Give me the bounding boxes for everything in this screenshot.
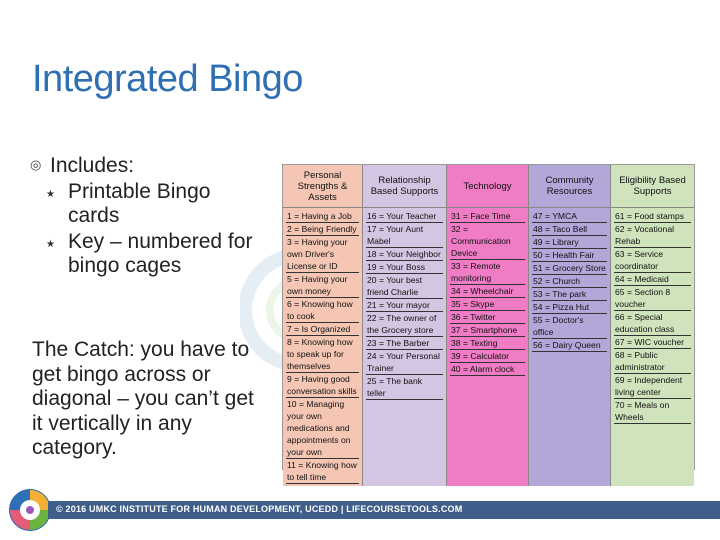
column-header: Relationship Based Supports	[363, 165, 446, 208]
slide-title: Integrated Bingo	[32, 58, 303, 100]
table-cell: 68 = Public administrator	[614, 349, 691, 374]
table-cell: 3 = Having your own Driver's License or ID	[286, 236, 359, 273]
table-cell: 18 = Your Neighbor	[366, 248, 443, 261]
table-cell: 47 = YMCA	[532, 210, 607, 223]
table-cell: 66 = Special education class	[614, 311, 691, 336]
table-cell: 64 = Medicaid	[614, 273, 691, 286]
sub-bullet-key: ★ Key – numbered for bingo cages	[32, 230, 262, 278]
footer	[0, 488, 720, 536]
table-cell: 34 = Wheelchair	[450, 285, 525, 298]
column-cells	[611, 208, 694, 486]
table-cell: 11 = Knowing how to tell time	[286, 459, 359, 484]
table-cell: 51 = Grocery Store	[533, 263, 606, 273]
table-cell: 2 = Being Friendly	[286, 223, 359, 236]
table-column	[363, 165, 447, 486]
table-cell: 70 = Meals on Wheels	[614, 399, 691, 424]
footer-bar	[48, 501, 720, 519]
table-cell: 55 = Doctor's office	[532, 314, 607, 339]
table-cell: 19 = Your Boss	[366, 261, 443, 274]
table-cell: 17 = Your Aunt Mabel	[366, 223, 443, 248]
sub-bullet-printable-cards: ★ Printable Bingo cards	[32, 180, 262, 228]
table-cell: 1 = Having a Job	[286, 210, 359, 223]
table-cell: 65 = Section 8 voucher	[614, 286, 691, 311]
bullet-list	[32, 154, 262, 280]
bullet-includes: ◎ Includes:	[32, 154, 262, 178]
lifecourse-logo-icon	[8, 488, 52, 532]
table-cell: 8 = Knowing how to speak up for themselves	[286, 336, 359, 373]
column-cells	[283, 208, 362, 486]
table-cell: 62 = Vocational Rehab	[614, 223, 691, 248]
column-cells	[447, 208, 528, 486]
column-header: Personal Strengths & Assets	[283, 165, 362, 208]
table-column	[611, 165, 694, 486]
table-cell: 23 = The Barber	[366, 337, 443, 350]
table-cell: 6 = Knowing how to cook	[286, 298, 359, 323]
table-cell: 48 = Taco Bell	[532, 223, 607, 236]
bingo-key-table	[282, 164, 695, 482]
table-column	[529, 165, 611, 486]
table-cell: 10 = Managing your own medications and appointments on your own	[286, 398, 359, 459]
table-cell: 5 = Having your own money	[286, 273, 359, 298]
table-cell: 16 = Your Teacher	[366, 210, 443, 223]
table-cell: 35 = Skype	[450, 298, 525, 311]
sub-bullet-list	[32, 180, 262, 278]
column-header: Community Resources	[529, 165, 610, 208]
table-cell: 39 = Calculator	[450, 350, 525, 363]
column-cells	[363, 208, 446, 486]
table-cell: 63 = Service coordinator	[614, 248, 691, 273]
table-cell: 9 = Having good conversation skills	[286, 373, 359, 398]
catch-paragraph: The Catch: you have to get bingo across or diagonal – you can’t get it vertically in any category.	[32, 338, 254, 459]
table-cell: 38 = Texting	[450, 337, 525, 350]
table-cell: 31 = Face Time	[450, 210, 525, 223]
table-cell: 25 = The bank teller	[366, 375, 443, 400]
table-column	[283, 165, 363, 486]
table-cell: 69 = Independent living center	[614, 374, 691, 399]
column-header: Technology	[447, 165, 528, 208]
table-cell: 50 = Health Fair	[532, 249, 607, 262]
table-cell: 36 = Twitter	[450, 311, 525, 324]
table-column	[447, 165, 529, 486]
table-cell: 54 = Pizza Hut	[532, 301, 607, 314]
table-cell: 53 = The park	[532, 288, 607, 301]
table-cell: 22 = The owner of the Grocery store	[366, 312, 443, 337]
table-cell: 32 = Communication Device	[450, 223, 525, 260]
table-cell: 33 = Remote monitoring	[450, 260, 525, 285]
table-cell: 37 = Smartphone	[450, 324, 525, 337]
table-cell: 67 = WIC voucher	[614, 336, 691, 349]
table-cell: 21 = Your mayor	[366, 299, 443, 312]
table-cell: 7 = Is Organized	[286, 323, 359, 336]
table-cell: 40 = Alarm clock	[450, 363, 525, 376]
table-cell: 56 = Dairy Queen	[532, 339, 607, 352]
table-cell: 61 = Food stamps	[614, 210, 691, 223]
column-cells	[529, 208, 610, 486]
table-cell: 49 = Library	[532, 236, 607, 249]
table-cell: 20 = Your best friend Charlie	[366, 274, 443, 299]
table-cell: 24 = Your Personal Trainer	[366, 350, 443, 375]
footer-copyright: © 2016 UMKC INSTITUTE FOR HUMAN DEVELOPMENT, UCEDD | LIFECOURSETOOLS.COM	[56, 504, 463, 514]
table-cell: 52 = Church	[532, 275, 607, 288]
column-header: Eligibility Based Supports	[611, 165, 694, 208]
